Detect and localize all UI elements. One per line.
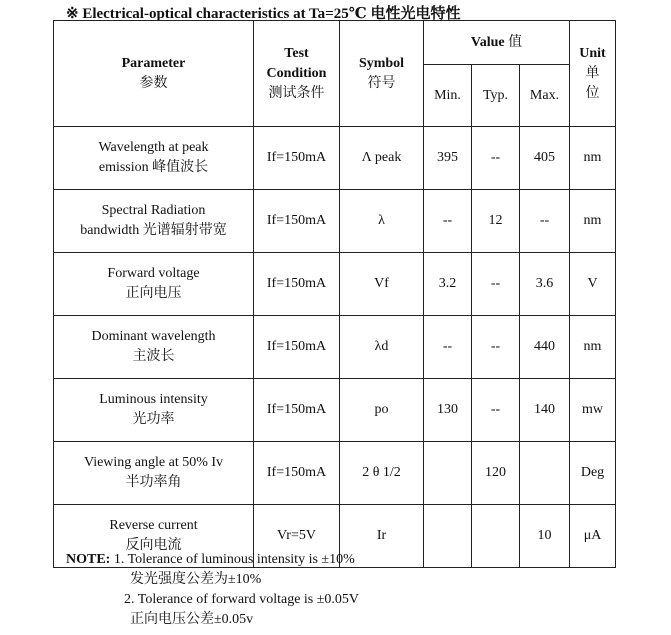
note-2-cn: 正向电压公差±0.05v	[130, 612, 254, 627]
unit-cell: μA	[570, 505, 616, 568]
max-cell: 440	[520, 316, 570, 379]
header-condition	[254, 21, 340, 127]
note-1-en: 1. Tolerance of luminous intensity is ±10%	[113, 552, 355, 567]
param-cn: 反向电流	[125, 538, 182, 553]
unit-cell: nm	[570, 316, 616, 379]
max-cell: 140	[520, 379, 570, 442]
min-cell	[424, 505, 472, 568]
param-cell	[54, 442, 254, 505]
typ-cell: --	[472, 127, 520, 190]
param-en: Reverse current	[109, 518, 198, 533]
param-en: Wavelength at peak	[98, 140, 209, 155]
condition-cell: If=150mA	[254, 190, 340, 253]
header-typ: Typ.	[472, 65, 520, 127]
symbol-cell: Vf	[340, 253, 424, 316]
header-condition-en1: Test	[284, 45, 309, 61]
table-row	[54, 442, 616, 505]
header-min: Min.	[424, 65, 472, 127]
typ-cell: --	[472, 379, 520, 442]
header-unit-cn1: 单	[585, 65, 600, 81]
note-label: NOTE:	[66, 552, 111, 567]
param-en: Luminous intensity	[99, 392, 208, 407]
table-row	[54, 379, 616, 442]
param-cell	[54, 379, 254, 442]
param-cn: 正向电压	[125, 286, 182, 301]
unit-cell: V	[570, 253, 616, 316]
typ-cell: 120	[472, 442, 520, 505]
header-condition-cn: 测试条件	[268, 85, 325, 101]
min-cell: --	[424, 190, 472, 253]
max-cell: 3.6	[520, 253, 570, 316]
param-cell	[54, 127, 254, 190]
typ-cell: 12	[472, 190, 520, 253]
param-cn: emission 峰值波长	[98, 160, 209, 175]
typ-cell	[472, 505, 520, 568]
header-value-en: Value	[470, 34, 505, 50]
param-cn: 半功率角	[125, 475, 182, 490]
max-cell: 10	[520, 505, 570, 568]
min-cell: --	[424, 316, 472, 379]
header-parameter-en: Parameter	[121, 55, 186, 71]
param-cn: bandwidth 光谱辐射带宽	[80, 223, 227, 238]
header-parameter	[54, 21, 254, 127]
condition-cell: If=150mA	[254, 442, 340, 505]
table-row	[54, 253, 616, 316]
unit-cell: nm	[570, 127, 616, 190]
min-cell: 130	[424, 379, 472, 442]
condition-cell: Vr=5V	[254, 505, 340, 568]
symbol-cell: Ir	[340, 505, 424, 568]
param-cell	[54, 190, 254, 253]
header-max: Max.	[520, 65, 570, 127]
section-title: ※ Electrical-optical characteristics at Ta=25℃ 电性光电特性	[66, 6, 461, 22]
note-2-en: 2. Tolerance of forward voltage is ±0.05V	[124, 592, 360, 607]
min-cell: 3.2	[424, 253, 472, 316]
param-en: Dominant wavelength	[91, 329, 216, 344]
condition-cell: If=150mA	[254, 379, 340, 442]
symbol-cell: po	[340, 379, 424, 442]
characteristics-table	[53, 20, 616, 568]
header-symbol-cn: 符号	[367, 75, 396, 91]
table-row	[54, 190, 616, 253]
condition-cell: If=150mA	[254, 316, 340, 379]
symbol-cell: λ	[340, 190, 424, 253]
table-row	[54, 127, 616, 190]
header-unit-en: Unit	[579, 45, 606, 61]
notes	[66, 550, 359, 630]
header-unit-cn2: 位	[585, 85, 600, 101]
typ-cell: --	[472, 316, 520, 379]
header-parameter-cn: 参数	[139, 75, 168, 91]
param-cn: 主波长	[132, 349, 175, 364]
unit-cell: Deg	[570, 442, 616, 505]
max-cell: --	[520, 190, 570, 253]
unit-cell: mw	[570, 379, 616, 442]
header-value-cn: 值	[508, 34, 523, 50]
min-cell	[424, 442, 472, 505]
param-cell	[54, 253, 254, 316]
symbol-cell: 2 θ 1/2	[340, 442, 424, 505]
min-cell: 395	[424, 127, 472, 190]
param-en: Viewing angle at 50% Iv	[83, 455, 224, 470]
header-symbol	[340, 21, 424, 127]
param-en: Spectral Radiation	[101, 203, 206, 218]
header-condition-en2: Condition	[266, 65, 327, 81]
unit-cell: nm	[570, 190, 616, 253]
typ-cell: --	[472, 253, 520, 316]
max-cell	[520, 442, 570, 505]
max-cell: 405	[520, 127, 570, 190]
condition-cell: If=150mA	[254, 127, 340, 190]
header-unit	[570, 21, 616, 127]
condition-cell: If=150mA	[254, 253, 340, 316]
symbol-cell: λd	[340, 316, 424, 379]
table-row	[54, 316, 616, 379]
symbol-cell: Λ peak	[340, 127, 424, 190]
header-value	[424, 21, 570, 65]
note-1-cn: 发光强度公差为±10%	[130, 572, 262, 587]
param-en: Forward voltage	[107, 266, 200, 281]
header-symbol-en: Symbol	[358, 55, 405, 71]
param-cn: 光功率	[132, 412, 175, 427]
param-cell	[54, 316, 254, 379]
